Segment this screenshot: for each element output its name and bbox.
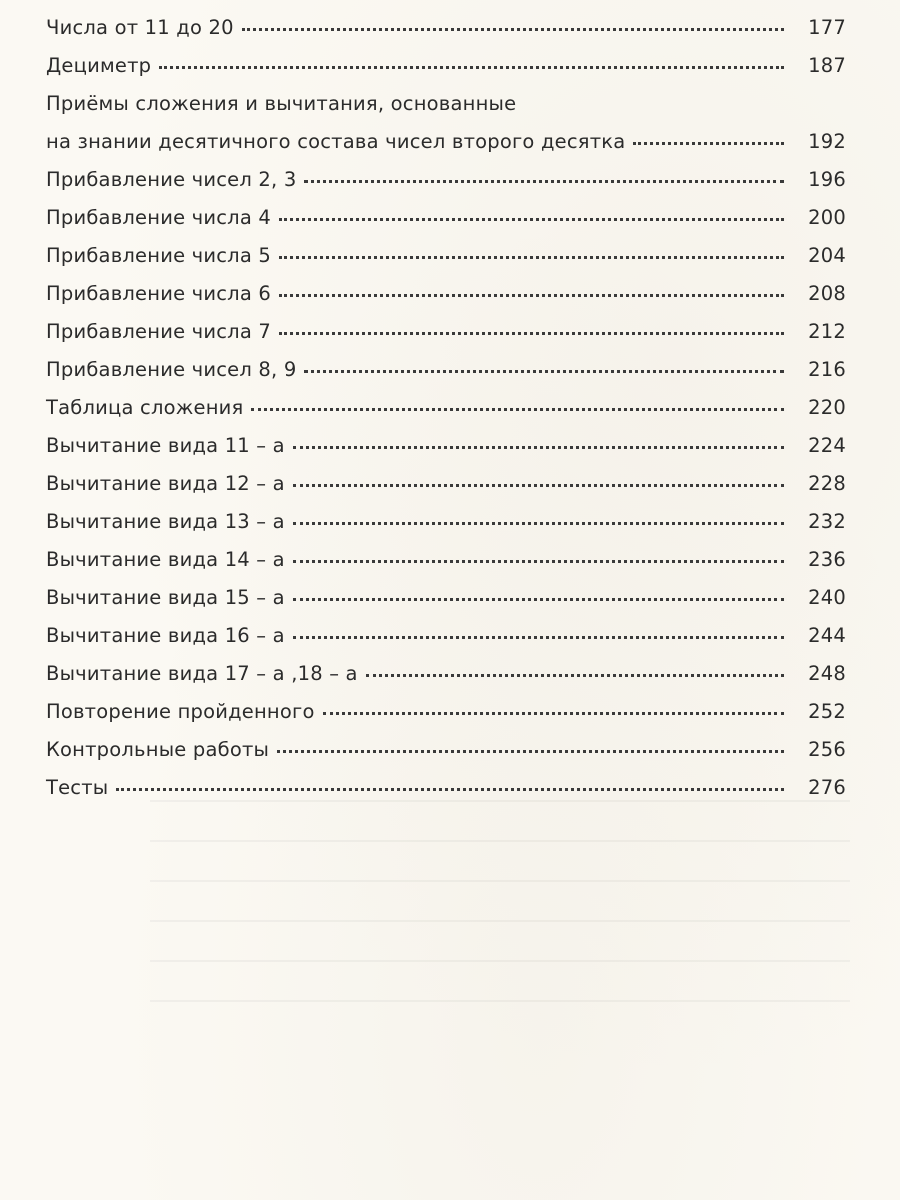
toc-entry-page: 240 (808, 586, 846, 609)
toc-leader-dots (293, 636, 784, 639)
toc-entry-title: Тесты (46, 776, 109, 799)
toc-entry[interactable] (46, 284, 846, 322)
toc-entry-page: 200 (808, 206, 846, 229)
toc-leader-dots (366, 674, 784, 677)
toc-leader-dots (293, 522, 784, 525)
toc-entry-title: Прибавление числа 7 (46, 320, 271, 343)
toc-entry-page: 248 (808, 662, 846, 685)
toc-entry-page: 232 (808, 510, 846, 533)
toc-entry-page: 220 (808, 396, 846, 419)
toc-entry-title: Вычитание вида 16 – а (46, 624, 285, 647)
toc-entry-page: 236 (808, 548, 846, 571)
toc-entry-page: 196 (808, 168, 846, 191)
toc-entry[interactable] (46, 512, 846, 550)
toc-entry[interactable] (46, 778, 846, 816)
toc-entry-title: Вычитание вида 13 – а (46, 510, 285, 533)
toc-leader-dots (293, 598, 784, 601)
toc-entry-page: 212 (808, 320, 846, 343)
toc-entry-page: 204 (808, 244, 846, 267)
toc-entry-title: Дециметр (46, 54, 152, 77)
toc-entry-page: 252 (808, 700, 846, 723)
toc-entry-title: Контрольные работы (46, 738, 270, 761)
toc-entry-title: Прибавление числа 4 (46, 206, 271, 229)
toc-leader-dots (159, 66, 784, 69)
toc-entry-title: Прибавление чисел 2, 3 (46, 168, 297, 191)
toc-entry[interactable] (46, 436, 846, 474)
toc-entry-page: 216 (808, 358, 846, 381)
toc-leader-dots (242, 28, 784, 31)
toc-entry-title: Вычитание вида 17 – а ,18 – а (46, 662, 358, 685)
toc-entry[interactable] (46, 626, 846, 664)
toc-entry-title-line1: Приёмы сложения и вычитания, основанные (46, 92, 517, 115)
toc-entry-page: 276 (808, 776, 846, 799)
toc-entry[interactable] (46, 246, 846, 284)
toc-entry-page: 208 (808, 282, 846, 305)
toc-entry-title: Вычитание вида 12 – а (46, 472, 285, 495)
toc-entry[interactable] (46, 208, 846, 246)
toc-entry[interactable] (46, 18, 846, 56)
toc-entry-title-line2: на знании десятичного состава чисел второго десятка (46, 130, 626, 153)
toc-leader-dots (277, 750, 784, 753)
toc-leader-dots (293, 446, 784, 449)
toc-entry-title: Прибавление числа 5 (46, 244, 271, 267)
toc-leader-dots (279, 218, 784, 221)
toc-leader-dots (279, 332, 784, 335)
toc-leader-dots (251, 408, 784, 411)
toc-entry-title: Вычитание вида 14 – а (46, 548, 285, 571)
toc-entry-page: 228 (808, 472, 846, 495)
toc-entry[interactable] (46, 550, 846, 588)
toc-entry-page: 224 (808, 434, 846, 457)
toc-entry[interactable] (46, 664, 846, 702)
toc-entry-page: 177 (808, 16, 846, 39)
toc-entry[interactable] (46, 588, 846, 626)
toc-leader-dots (304, 370, 784, 373)
toc-entry[interactable] (46, 94, 846, 170)
toc-entry-title: Повторение пройденного (46, 700, 315, 723)
toc-leader-dots (279, 294, 784, 297)
toc-entry[interactable] (46, 360, 846, 398)
toc-entry-page: 192 (808, 130, 846, 153)
table-of-contents (46, 18, 846, 816)
toc-leader-dots (116, 788, 784, 791)
toc-leader-dots (293, 484, 784, 487)
toc-entry[interactable] (46, 170, 846, 208)
toc-entry-title: Прибавление чисел 8, 9 (46, 358, 297, 381)
toc-leader-dots (279, 256, 784, 259)
toc-entry[interactable] (46, 474, 846, 512)
toc-entry[interactable] (46, 322, 846, 360)
toc-entry-page: 256 (808, 738, 846, 761)
toc-entry-title: Таблица сложения (46, 396, 244, 419)
toc-entry-page: 244 (808, 624, 846, 647)
toc-entry-title: Вычитание вида 11 – а (46, 434, 285, 457)
toc-entry[interactable] (46, 398, 846, 436)
toc-entry-title: Прибавление числа 6 (46, 282, 271, 305)
toc-leader-dots (304, 180, 784, 183)
toc-entry[interactable] (46, 740, 846, 778)
toc-leader-dots (323, 712, 784, 715)
toc-entry[interactable] (46, 702, 846, 740)
toc-entry[interactable] (46, 56, 846, 94)
toc-leader-dots (293, 560, 784, 563)
toc-entry-title: Числа от 11 до 20 (46, 16, 234, 39)
toc-leader-dots (633, 142, 784, 145)
bleed-through-text (150, 800, 850, 1100)
toc-entry-page: 187 (808, 54, 846, 77)
toc-entry-title: Вычитание вида 15 – а (46, 586, 285, 609)
